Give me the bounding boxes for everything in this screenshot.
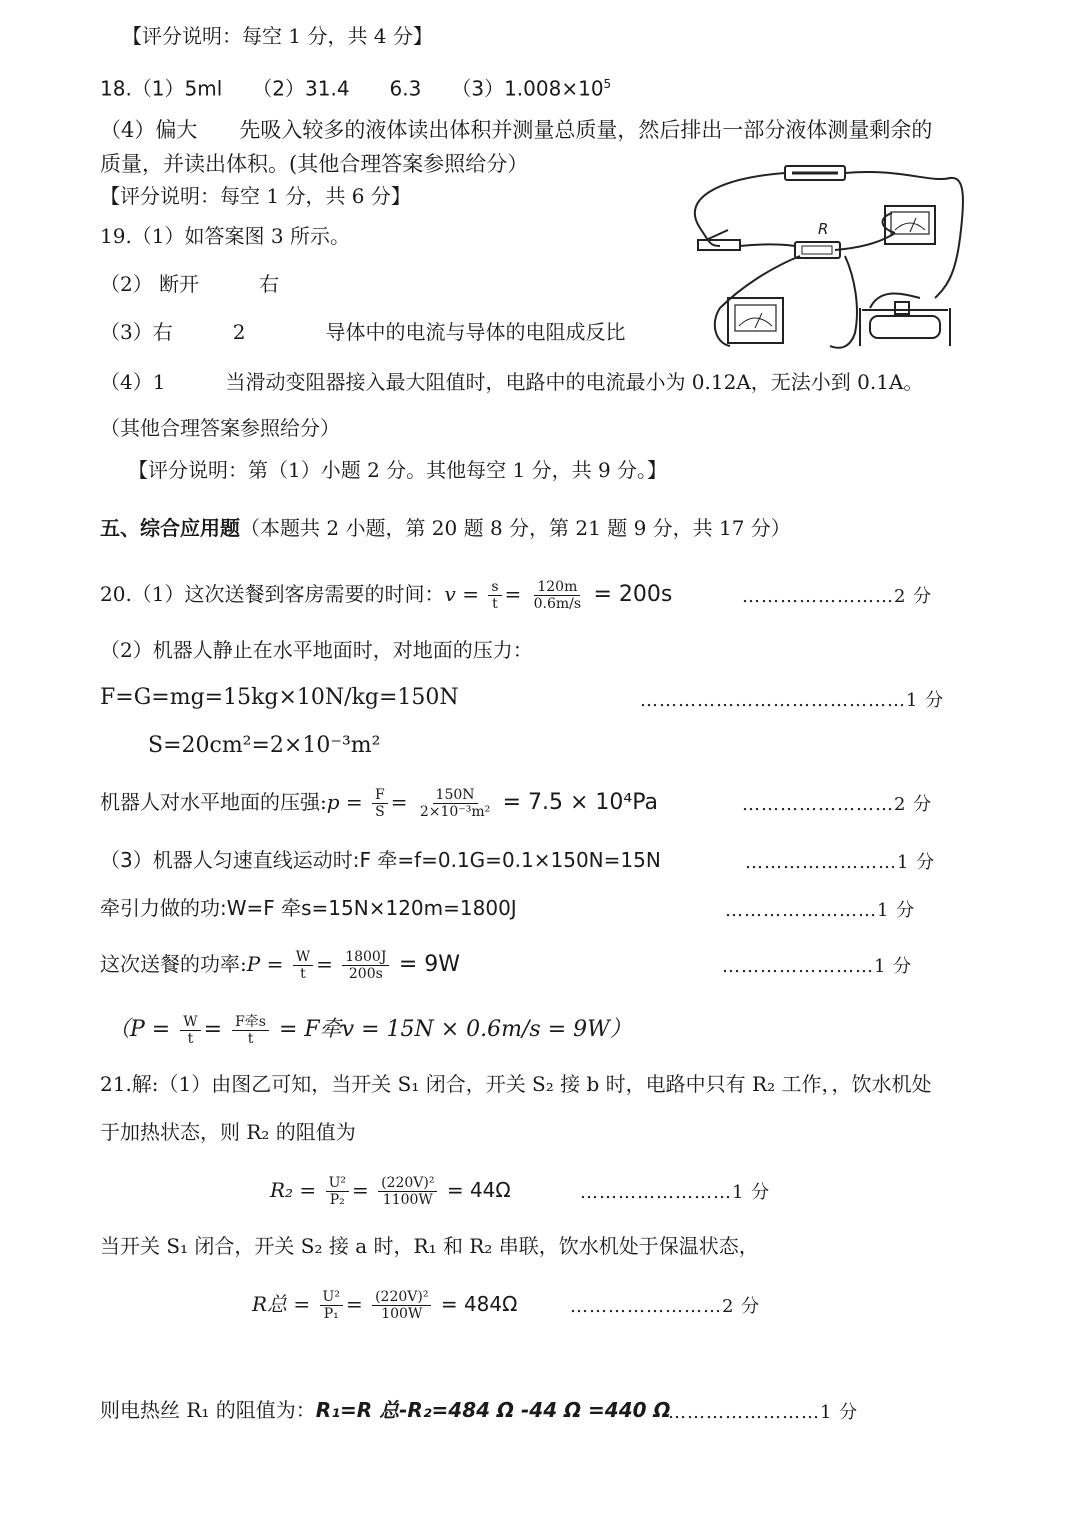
q20-force: F=G=mg=15kg×10N/kg=150N bbox=[100, 685, 459, 710]
q21-score-1: ……………………1 分 bbox=[580, 1182, 771, 1203]
q19-line3: （3）右 2 导体中的电流与导体的电阻成反比 bbox=[100, 320, 626, 344]
q19-line2: （2） 断开 右 bbox=[100, 272, 280, 296]
q18-line3: 质量，并读出体积。(其他合理答案参照给分） bbox=[100, 152, 529, 176]
q21-line3: 当开关 S₁ 闭合，开关 S₂ 接 a 时，R₁ 和 R₂ 串联，饮水机处于保温状态， bbox=[100, 1234, 759, 1258]
rheostat bbox=[870, 316, 940, 338]
q21-formula-rtotal: R总 = $\frac{\text{U²}}{\text{P₁}}$ = $\frac{\text{(220V)²}}{100W}$ = 484Ω bbox=[252, 1289, 518, 1322]
q21-score-2: ……………………2 分 bbox=[570, 1296, 761, 1317]
q20-score-5: ……………………1 分 bbox=[725, 900, 916, 921]
q20-score-3: ……………………2 分 bbox=[742, 794, 933, 815]
wire bbox=[830, 256, 857, 348]
q20-pressure: 机器人对水平地面的压强:p = $\frac{F}{S}$ = $\frac{150N}{\text{2×10⁻³m²}}$ = 7.5 × 10⁴Pa bbox=[100, 787, 658, 820]
q18-scoring: 【评分说明：每空 1 分，共 6 分】 bbox=[100, 184, 411, 208]
q17-scoring: 【评分说明：每空 1 分，共 4 分】 bbox=[122, 24, 433, 48]
q21-line1: 21.解:（1）由图乙可知，当开关 S₁ 闭合，开关 S₂ 接 b 时，电路中只有 R₂ 工作，，饮水机处 bbox=[100, 1072, 932, 1096]
label-r: R bbox=[818, 220, 829, 238]
q21-line4: 则电热丝 R₁ 的阻值为：R₁=R 总-R₂=484 Ω -44 Ω =440 Ω bbox=[100, 1398, 671, 1422]
q20-power-alt: （P = $\frac{W}{t}$ = $\frac{\text{F牵s}}{t}$ = F牵v = 15N × 0.6m/s = 9W） bbox=[108, 1013, 632, 1047]
q19-line5: （其他合理答案参照给分） bbox=[100, 416, 340, 440]
q20-traction: （3）机器人匀速直线运动时:F 牵=f=0.1G=0.1×150N=15N bbox=[100, 848, 661, 872]
section5-heading: 五、综合应用题（本题共 2 小题，第 20 题 8 分，第 21 题 9 分，共 17 分） bbox=[100, 516, 791, 540]
q19-line4: （4）1 当滑动变阻器接入最大阻值时，电路中的电流最小为 0.12A，无法小到 0.1A。 bbox=[100, 370, 924, 394]
q19-scoring: 【评分说明：第（1）小题 2 分。其他每空 1 分，共 9 分。】 bbox=[128, 458, 668, 482]
q21-formula-r2: R₂ = $\frac{\text{U²}}{\text{P₂}}$ = $\frac{\text{(220V)²}}{1100W}$ = 44Ω bbox=[270, 1175, 511, 1208]
q20-score-2: ……………………………………1 分 bbox=[640, 690, 945, 711]
q20-score-4: ……………………1 分 bbox=[745, 852, 936, 873]
q19-line1: 19.（1）如答案图 3 所示。 bbox=[100, 224, 350, 248]
q20-work: 牵引力做的功:W=F 牵s=15N×120m=1800J bbox=[100, 896, 517, 920]
q20-area: S=20cm²=2×10⁻³m² bbox=[148, 733, 381, 758]
wire bbox=[695, 173, 785, 246]
q18-line1: 18.（1）5ml （2）31.4 6.3 $(3)1.008\times 10^5$ bbox=[100, 76, 612, 101]
q21-line2: 于加热状态，则 R₂ 的阻值为 bbox=[100, 1120, 356, 1144]
q20-formula-time: 20.（1）这次送餐到客房需要的时间：v = $\frac{s}{t}$ = $\frac{120m}{0.6m/s}$ = 200s bbox=[100, 579, 673, 612]
wire bbox=[845, 172, 963, 298]
q20-line2: （2）机器人静止在水平地面时，对地面的压力： bbox=[100, 638, 533, 662]
q20-score-6: ……………………1 分 bbox=[722, 956, 913, 977]
q20-score-1: ……………………2 分 bbox=[742, 586, 933, 607]
q18-line2: （4）偏大 先吸入较多的液体读出体积并测量总质量，然后排出一部分液体测量剩余的 bbox=[100, 118, 933, 142]
circuit-diagram bbox=[680, 158, 980, 358]
q20-power: 这次送餐的功率:P = $\frac{W}{t}$ = $\frac{1800J}{200s}$ = 9W bbox=[100, 949, 460, 982]
wire bbox=[740, 245, 795, 247]
q21-score-3: ……………………1 分 bbox=[668, 1402, 859, 1423]
